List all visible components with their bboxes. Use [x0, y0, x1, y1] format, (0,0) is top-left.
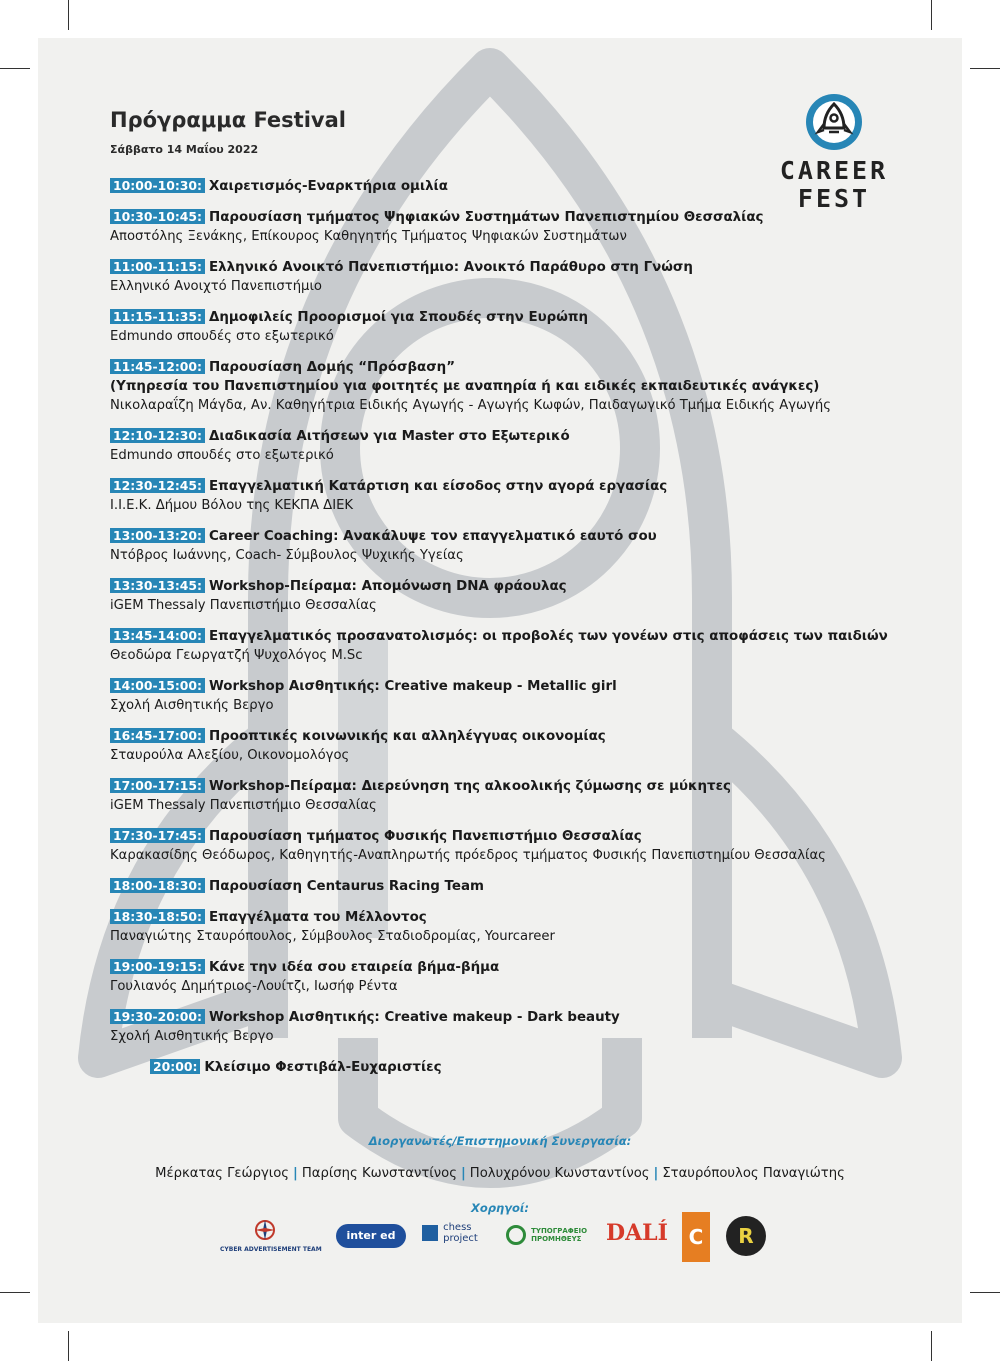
- time-badge: 12:30-12:45:: [110, 478, 205, 493]
- organizer-name: Πολυχρόνου Κωνσταντίνος: [469, 1166, 650, 1181]
- time-badge: 13:45-14:00:: [110, 628, 205, 643]
- session-title: Κάνε την ιδέα σου εταιρεία βήμα-βήμα: [208, 960, 500, 975]
- session-title: Παρουσίαση Δομής “Πρόσβαση”: [208, 360, 456, 375]
- chess-icon: [422, 1225, 438, 1241]
- time-badge: 18:00-18:30:: [110, 878, 205, 893]
- session-speaker: Νικολαραΐζη Μάγδα, Αν. Καθηγήτρια Ειδικής Αγωγής - Αγωγής Κωφών, Παιδαγωγικό Τμήμα Ειδικής Αγωγής: [110, 398, 831, 413]
- time-badge: 13:30-13:45:: [110, 578, 205, 593]
- schedule-item: [110, 258, 930, 296]
- sponsor-r: R: [726, 1216, 766, 1256]
- session-speaker: Θεοδώρα Γεωργατζή Ψυχολόγος M.Sc: [110, 648, 363, 663]
- schedule-row: [110, 427, 930, 446]
- schedule-row: [110, 577, 930, 596]
- schedule-row: [110, 308, 930, 327]
- session-speaker: Edmundo σπουδές στο εξωτερικό: [110, 329, 334, 344]
- session-speaker: Σχολή Αισθητικής Βεργο: [110, 1029, 274, 1044]
- schedule-item: [110, 177, 930, 196]
- session-title: Επαγγελματική Κατάρτιση και είσοδος στην αγορά εργασίας: [208, 479, 668, 494]
- logo-line-1: CAREER: [779, 156, 889, 185]
- organizers-names: [38, 1166, 962, 1181]
- sponsor-c: C: [682, 1212, 710, 1262]
- session-title: Παρουσίαση τμήματος Ψηφιακών Συστημάτων Πανεπιστημίου Θεσσαλίας: [208, 210, 764, 225]
- organizers-label: Διοργανωτές/Επιστημονική Συνεργασία:: [368, 1134, 632, 1148]
- schedule-item: [110, 527, 930, 565]
- schedule-item: [110, 1008, 930, 1046]
- schedule-row: [110, 958, 930, 977]
- time-badge: 11:45-12:00:: [110, 359, 205, 374]
- time-badge: 11:15-11:35:: [110, 309, 205, 324]
- session-title: Κλείσιμο Φεστιβάλ-Ευχαριστίες: [204, 1060, 442, 1075]
- session-title: Παρουσίαση τμήματος Φυσικής Πανεπιστήμιο Θεσσαλίας: [208, 829, 642, 844]
- session-speaker: Καρακασίδης Θεόδωρος, Καθηγητής-Αναπληρωτής πρόεδρος τμήματος Φυσικής Πανεπιστημίου Θεσσαλίας: [110, 848, 826, 863]
- session-title: Διαδικασία Αιτήσεων για Master στο Εξωτερικό: [208, 429, 570, 444]
- schedule-row: [110, 677, 930, 696]
- session-title: Επαγγέλματα του Μέλλοντος: [208, 910, 427, 925]
- sponsor-inter-ed: inter ed: [336, 1224, 406, 1248]
- schedule-item: [110, 627, 930, 665]
- session-speaker: Σχολή Αισθητικής Βεργο: [110, 698, 274, 713]
- rocket-logo-icon: [764, 90, 904, 160]
- time-badge: 19:00-19:15:: [110, 959, 205, 974]
- time-badge: 14:00-15:00:: [110, 678, 205, 693]
- session-title: Workshop-Πείραμα: Διερεύνηση της αλκοολικής ζύμωσης σε μύκητες: [208, 779, 731, 794]
- schedule-item: [110, 677, 930, 715]
- time-badge: 17:30-17:45:: [110, 828, 205, 843]
- schedule-row: [110, 827, 930, 846]
- time-badge: 12:10-12:30:: [110, 428, 205, 443]
- time-badge: 13:00-13:20:: [110, 528, 205, 543]
- schedule-item: [110, 877, 930, 896]
- schedule-row: [110, 258, 930, 277]
- schedule-item: [110, 577, 930, 615]
- schedule-row: [110, 177, 930, 196]
- sponsor-dali: DALÍ: [606, 1220, 668, 1246]
- schedule-item: [110, 827, 930, 865]
- schedule-row: [110, 1008, 930, 1027]
- schedule-item: [110, 777, 930, 815]
- sponsor-name: chess project: [443, 1222, 478, 1244]
- schedule-item: [110, 427, 930, 465]
- schedule-row: [110, 727, 930, 746]
- schedule-item: [110, 208, 930, 246]
- session-title: Επαγγελματικός προσανατολισμός: οι προβολές των γονέων στις αποφάσεις των παιδιών: [208, 629, 888, 644]
- schedule-item: [110, 958, 930, 996]
- organizer-separator: |: [293, 1166, 298, 1181]
- organizer-name: Σταυρόπουλος Παναγιώτης: [662, 1166, 845, 1181]
- organizer-separator: |: [460, 1166, 466, 1181]
- session-speaker: Ι.Ι.Ε.Κ. Δήμου Βόλου της ΚΕΚΠΑ ΔΙΕΚ: [110, 498, 354, 513]
- page-title: Πρόγραμμα Festival: [110, 108, 346, 132]
- sponsor-chess-project: [422, 1222, 492, 1244]
- schedule-row: [150, 1058, 930, 1077]
- schedule-row: [110, 627, 930, 646]
- schedule-item: [110, 727, 930, 765]
- time-badge: 17:00-17:15:: [110, 778, 205, 793]
- compass-icon: [253, 1218, 277, 1242]
- sponsors-row: [38, 1218, 962, 1278]
- session-speaker: iGEM Thessaly Πανεπιστήμιο Θεσσαλίας: [110, 798, 377, 813]
- schedule-row: [110, 358, 930, 377]
- session-speaker: Σταυρούλα Αλεξίου, Οικονομολόγος: [110, 748, 350, 763]
- session-title: Workshop Αισθητικής: Creative makeup - Metallic girl: [208, 679, 617, 694]
- sponsor-cyber-advertisement-team: [220, 1218, 322, 1253]
- prometheus-icon: [506, 1225, 526, 1245]
- sponsor-prometheus: [506, 1224, 598, 1245]
- session-speaker: Αποστόλης Ξενάκης, Επίκουρος Καθηγητής Τμήματος Ψηφιακών Συστημάτων: [110, 229, 627, 244]
- session-speaker: Γουλιανός Δημήτριος-Λουίτζι, Ιωσήφ Ρέντα: [110, 979, 398, 994]
- schedule-item: [110, 477, 930, 515]
- schedule-item: [110, 308, 930, 346]
- schedule-row: [110, 208, 930, 227]
- time-badge: 16:45-17:00:: [110, 728, 205, 743]
- schedule-item: [110, 908, 930, 946]
- schedule-list: [110, 177, 930, 1089]
- session-title: Workshop Αισθητικής: Creative makeup - Dark beauty: [208, 1010, 620, 1025]
- schedule-item: [110, 358, 930, 415]
- session-speaker: Παναγιώτης Σταυρόπουλος, Σύμβουλος Σταδιοδρομίας, Yourcareer: [110, 929, 555, 944]
- logo-line-2: FEST: [797, 184, 871, 213]
- session-title: Ελληνικό Ανοικτό Πανεπιστήμιο: Ανοικτό Παράθυρο στη Γνώση: [208, 260, 693, 275]
- session-speaker: Ντόβρος Ιωάννης, Coach- Σύμβουλος Ψυχικής Υγείας: [110, 548, 464, 563]
- time-badge: 11:00-11:15:: [110, 259, 205, 274]
- session-title: Workshop-Πείραμα: Απομόνωση DNA φράουλας: [208, 579, 567, 594]
- schedule-closing: [110, 1058, 930, 1077]
- session-title: Χαιρετισμός-Εναρκτήρια ομιλία: [208, 179, 448, 194]
- schedule-row: [110, 877, 930, 896]
- time-badge: 10:30-10:45:: [110, 209, 205, 224]
- session-title-note: (Υπηρεσία του Πανεπιστημίου για φοιτητές με αναπηρία ή και ειδικές εκπαιδευτικές ανάγκες): [110, 379, 820, 394]
- session-title: Παρουσίαση Centaurus Racing Team: [208, 879, 484, 894]
- time-badge: 10:00-10:30:: [110, 178, 205, 193]
- sponsor-name: CYBER ADVERTISEMENT TEAM: [220, 1246, 322, 1253]
- session-speaker: Edmundo σπουδές στο εξωτερικό: [110, 448, 334, 463]
- session-speaker: iGEM Thessaly Πανεπιστήμιο Θεσσαλίας: [110, 598, 377, 613]
- time-badge: 18:30-18:50:: [110, 909, 205, 924]
- session-title: Δημοφιλείς Προορισμοί για Σπουδές στην Ευρώπη: [208, 310, 588, 325]
- session-speaker: Ελληνικό Ανοιχτό Πανεπιστήμιο: [110, 279, 322, 294]
- poster-sheet: [38, 38, 962, 1323]
- event-date: Σάββατο 14 Μαΐου 2022: [110, 143, 259, 156]
- schedule-row: [110, 477, 930, 496]
- organizer-name: Μέρκατας Γεώργιος: [155, 1166, 290, 1181]
- time-badge: 19:30-20:00:: [110, 1009, 205, 1024]
- organizer-name: Παρίσης Κωνσταντίνος: [301, 1166, 457, 1181]
- schedule-row: [110, 777, 930, 796]
- schedule-row: [110, 527, 930, 546]
- schedule-row: [110, 908, 930, 927]
- organizer-separator: |: [653, 1166, 659, 1181]
- time-badge: 20:00:: [150, 1059, 200, 1074]
- sponsor-name: ΤΥΠΟΓΡΑΦΕΙΟ ΠΡΟΜΗΘΕΥΣ: [531, 1226, 588, 1243]
- session-title: Career Coaching: Ανακάλυψε τον επαγγελματικό εαυτό σου: [208, 529, 657, 544]
- session-title: Προοπτικές κοινωνικής και αλληλέγγυας οικονομίας: [208, 729, 606, 744]
- sponsors-label: Χορηγοί:: [471, 1201, 529, 1215]
